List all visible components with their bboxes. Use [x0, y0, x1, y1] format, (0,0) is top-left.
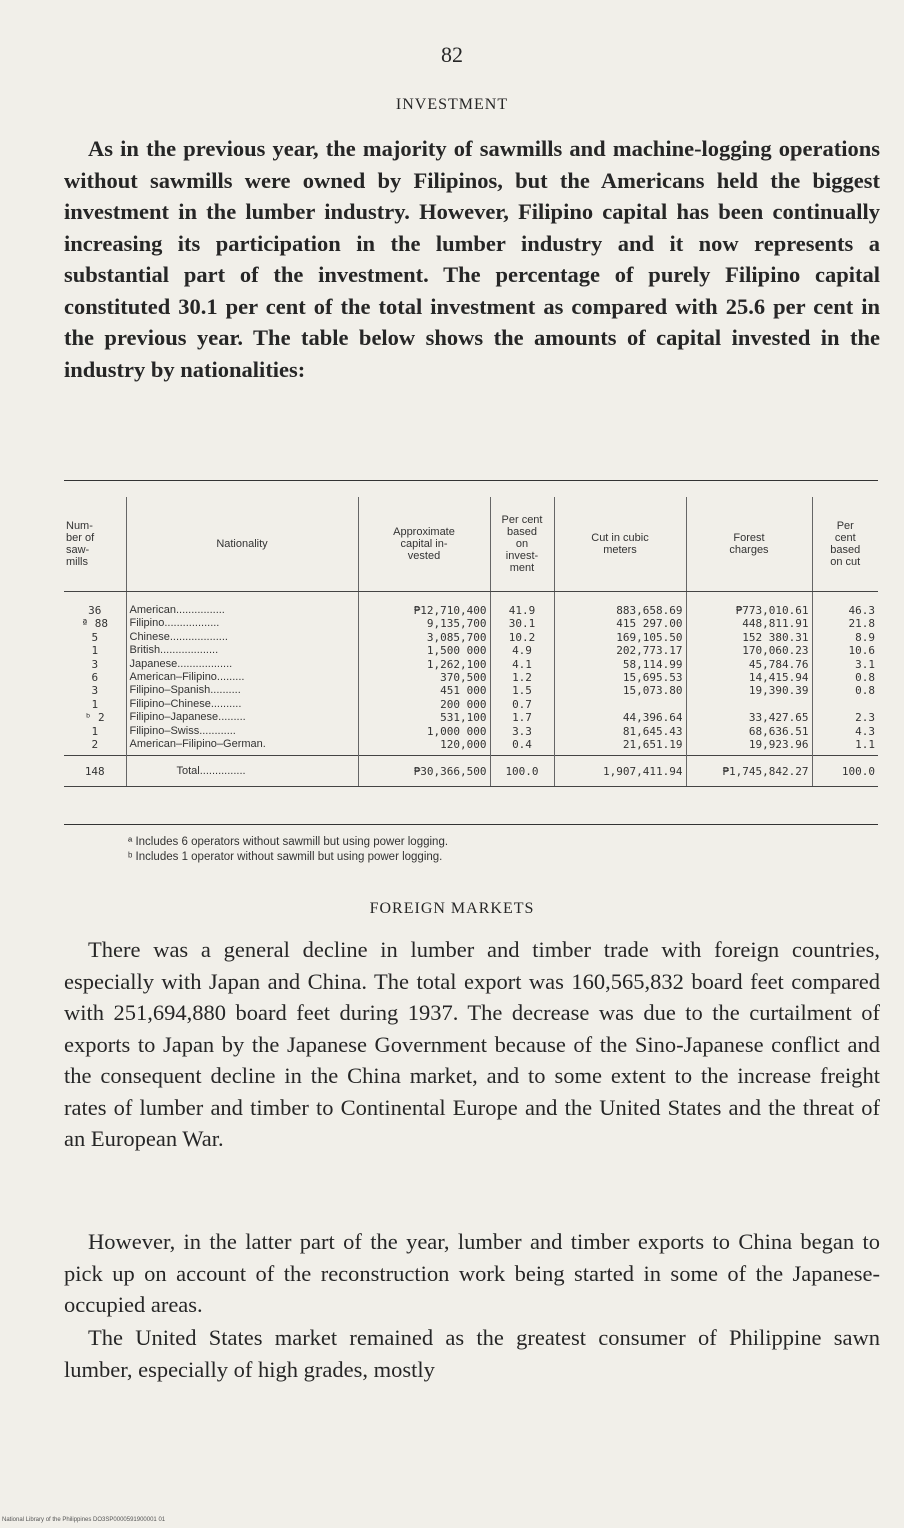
header-percent-cut: Per cent based on cut: [812, 497, 878, 592]
cut-column: 883,658.69 415 297.00 169,105.50 202,773.17 58,114.99 15,695.53 15,073.80 44,396.64 81,645.43 21,651.19: [554, 592, 686, 756]
foreign-markets-paragraph-1: [64, 934, 880, 1155]
table-body-row: [64, 592, 878, 756]
header-sawmills: Num- ber of saw- mills: [64, 497, 126, 592]
header-cut: Cut in cubic meters: [554, 497, 686, 592]
header-forest-charges: Forest charges: [686, 497, 812, 592]
footnote-b: ᵇ Includes 1 operator without sawmill but using power logging.: [128, 851, 443, 863]
table-top-rule: [64, 480, 878, 481]
table-bottom-rule: [64, 824, 878, 825]
total-percent-cut: 100.0: [812, 756, 878, 787]
forest-charges-column: ₱773,010.61 448,811.91 152 380.31 170,060.23 45,784.76 14,415.94 19,390.39 33,427.65 68,636.51 19,923.96: [686, 592, 812, 756]
capital-column: ₱12,710,400 9,135,700 3,085,700 1,500 000 1,262,100 370,500 451 000 200 000 531,100 1,000 000 120,000: [358, 592, 490, 756]
percent-investment-column: 41.9 30.1 10.2 4.9 4.1 1.2 1.5 0.7 1.7 3.3 0.4: [490, 592, 554, 756]
table-header-row: [64, 497, 878, 592]
foreign-markets-text-1: There was a general decline in lumber and timber trade with foreign countries, especially with Japan and China. The total export was 160,565,832 board feet compared with 251,694,880 board feet during 1937. The decrease was due to the curtailment of exports to Japan by the Japanese Government because of the Sino-Japanese conflict and the consequent decline in the China market, and to some extent to the increase freight rates of lumber and timber to Continental Europe and the United States and the threat of an European War.: [64, 937, 880, 1151]
scan-footer: National Library of the Philippines DO3SP0000591900001 01: [2, 1517, 166, 1523]
investment-table: [64, 497, 878, 787]
foreign-markets-paragraph-2: [64, 1226, 880, 1321]
total-sawmills: 148: [64, 756, 126, 787]
foreign-markets-paragraph-3: [64, 1322, 880, 1385]
total-percent-investment: 100.0: [490, 756, 554, 787]
footnote-a: ª Includes 6 operators without sawmill but using power logging.: [128, 836, 449, 848]
section-heading-foreign-markets: FOREIGN MARKETS: [369, 900, 535, 917]
nationality-column: American................ Filipino.................. Chinese................... British................... Japanese.................. American–Filipino......... Filipino–Spanish.......... Filipino–Chinese.......... Filipino–Japanese......... Filipino–Swiss............ American–Filipino–German.: [126, 592, 358, 756]
total-forest-charges: ₱1,745,842.27: [686, 756, 812, 787]
investment-paragraph: [64, 133, 880, 385]
header-percent-investment: Per cent based on invest- ment: [490, 497, 554, 592]
total-capital: ₱30,366,500: [358, 756, 490, 787]
investment-text: As in the previous year, the majority of sawmills and machine-logging operations without sawmills were owned by Filipinos, but the Americans held the biggest investment in the lumber industry. However, Filipino capital has been continually increasing its participation in the lumber industry and it now represents a substantial part of the investment. The percentage of purely Filipino capital constituted 30.1 per cent of the total investment as compared with 25.6 per cent in the previous year. The table below shows the amounts of capital invested in the industry by nationalities:: [64, 136, 880, 382]
header-nationality: Nationality: [126, 497, 358, 592]
percent-cut-column: 46.3 21.8 8.9 10.6 3.1 0.8 0.8 2.3 4.3 1.1: [848, 604, 875, 752]
total-label: Total...............: [126, 756, 358, 787]
table-total-row: [64, 756, 878, 787]
foreign-markets-text-3: The United States market remained as the greatest consumer of Philippine sawn lumber, especially of high grades, mostly: [64, 1325, 880, 1382]
section-heading-investment: INVESTMENT: [395, 96, 509, 113]
header-capital: Approximate capital in- vested: [358, 497, 490, 592]
page-number: 82: [441, 42, 463, 67]
sawmills-column: 36 ª 88 5 1 3 6 3 1 ᵇ 2 1 2: [64, 592, 126, 756]
foreign-markets-text-2: However, in the latter part of the year, lumber and timber exports to China began to pick up on account of the reconstruction work being started in some of the Japanese-occupied areas.: [64, 1229, 880, 1317]
total-cut: 1,907,411.94: [554, 756, 686, 787]
